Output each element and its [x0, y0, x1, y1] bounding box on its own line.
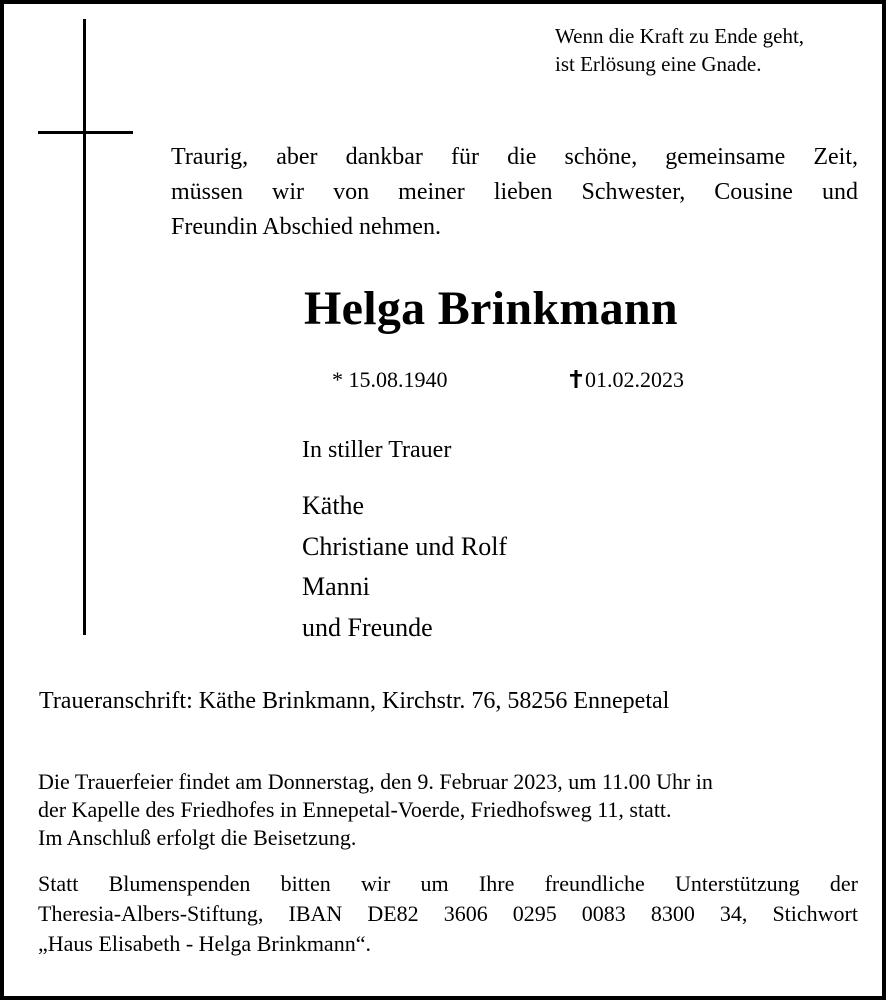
ceremony-info — [38, 768, 858, 852]
cross-icon-bar — [38, 131, 133, 134]
deceased-name: Helga Brinkmann — [304, 282, 678, 335]
birth-date: * 15.08.1940 — [332, 367, 448, 392]
donation-line: „Haus Elisabeth - Helga Brinkmann“. — [38, 931, 371, 956]
motto — [555, 22, 804, 78]
intro-line: müssen wir von meiner lieben Schwester, Cousine und — [171, 179, 858, 205]
donation-line: Theresia-Albers-Stiftung, IBAN DE82 3606 0295 0083 8300 34, Stichwort — [38, 901, 858, 926]
ceremony-line: Die Trauerfeier findet am Donnerstag, den 9. Februar 2023, um 11.00 Uhr in — [38, 769, 713, 794]
mourning-heading: In stiller Trauer — [302, 437, 452, 463]
mourning-address: Traueranschrift: Käthe Brinkmann, Kirchstr. 76, 58256 Ennepetal — [39, 688, 670, 714]
intro-text — [171, 140, 858, 245]
motto-line: Wenn die Kraft zu Ende geht, — [555, 24, 805, 48]
mourner-name: Käthe — [302, 491, 365, 520]
motto-line: ist Erlösung eine Gnade. — [555, 52, 762, 76]
death-date: 01.02.2023 — [585, 367, 684, 392]
donation-line: Statt Blumenspenden bitten wir um Ihre freundliche Unterstützung der — [38, 871, 858, 896]
cross-icon — [83, 19, 86, 635]
mourners-list — [302, 486, 507, 648]
ceremony-line: Im Anschluß erfolgt die Beisetzung. — [38, 825, 357, 850]
ceremony-line: der Kapelle des Friedhofes in Ennepetal-Voerde, Friedhofsweg 11, statt. — [38, 797, 672, 822]
death-date-group — [569, 366, 684, 394]
mourner-name: Manni — [302, 572, 370, 601]
dagger-icon — [569, 366, 583, 394]
intro-line: Freundin Abschied nehmen. — [171, 214, 441, 240]
mourner-name: und Freunde — [302, 612, 433, 642]
donation-info — [38, 869, 858, 959]
intro-line: Traurig, aber dankbar für die schöne, gemeinsame Zeit, — [171, 144, 858, 170]
mourner-name: Christiane und Rolf — [302, 531, 508, 561]
